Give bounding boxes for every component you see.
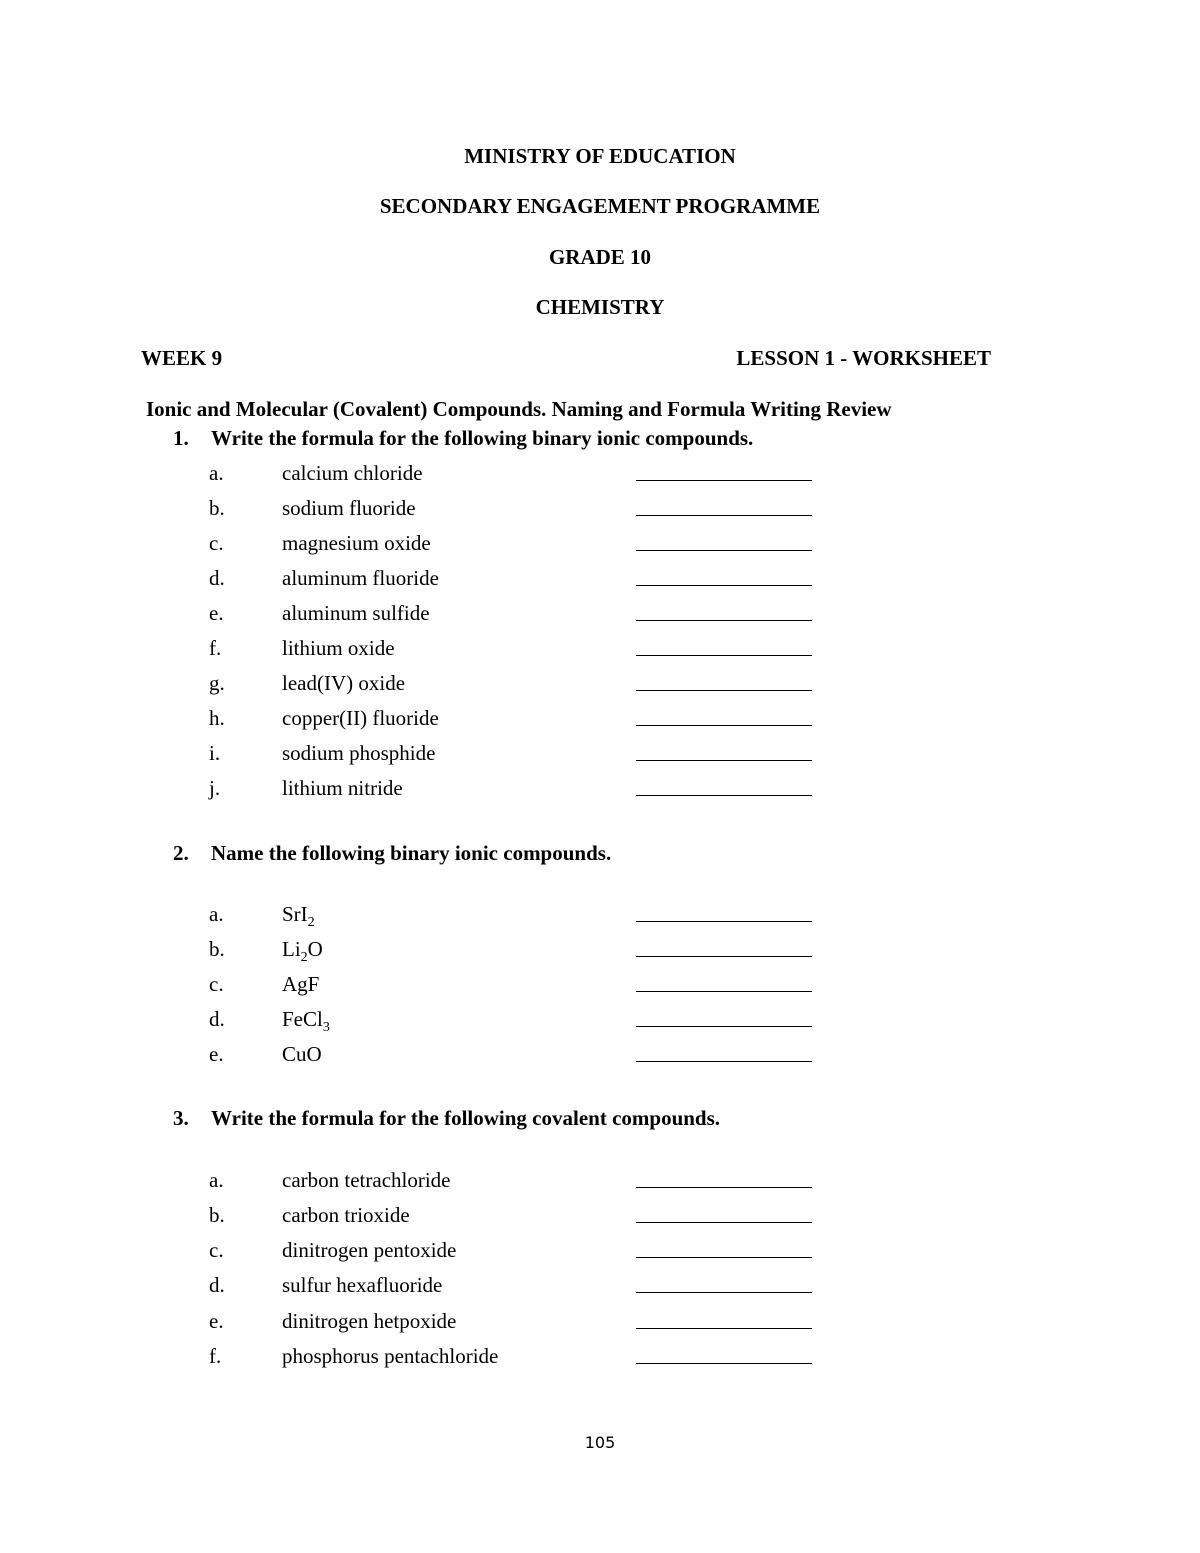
answer-blank[interactable] bbox=[636, 1187, 812, 1188]
item-letter: h. bbox=[209, 706, 225, 730]
list-item bbox=[0, 1273, 1200, 1303]
item-letter: c. bbox=[209, 531, 224, 555]
answer-blank[interactable] bbox=[636, 725, 812, 726]
item-letter: b. bbox=[209, 937, 225, 961]
answer-blank[interactable] bbox=[636, 1257, 812, 1258]
answer-blank[interactable] bbox=[636, 585, 812, 586]
answer-blank[interactable] bbox=[636, 1328, 812, 1329]
answer-blank[interactable] bbox=[636, 1026, 812, 1027]
list-item bbox=[0, 776, 1200, 806]
formula-subscript: 2 bbox=[300, 950, 308, 966]
question-prompt: Write the formula for the following binary ionic compounds. bbox=[211, 426, 754, 450]
item-letter: c. bbox=[209, 1238, 224, 1262]
list-item bbox=[0, 1007, 1200, 1037]
question-prompt: Write the formula for the following covalent compounds. bbox=[211, 1106, 721, 1130]
list-item bbox=[0, 706, 1200, 736]
item-letter: b. bbox=[209, 1203, 225, 1227]
item-letter: e. bbox=[209, 601, 224, 625]
formula-base: AgF bbox=[282, 972, 320, 996]
item-letter: a. bbox=[209, 902, 224, 926]
item-text: phosphorus pentachloride bbox=[282, 1344, 499, 1368]
lesson-label: LESSON 1 - WORKSHEET bbox=[736, 346, 991, 370]
item-text: calcium chloride bbox=[282, 461, 423, 485]
answer-blank[interactable] bbox=[636, 480, 812, 481]
section-title: Ionic and Molecular (Covalent) Compounds. Naming and Formula Writing Review bbox=[146, 397, 892, 421]
answer-blank[interactable] bbox=[636, 760, 812, 761]
answer-blank[interactable] bbox=[636, 956, 812, 957]
answer-blank[interactable] bbox=[636, 1061, 812, 1062]
item-letter: d. bbox=[209, 1273, 225, 1297]
item-text: aluminum fluoride bbox=[282, 566, 439, 590]
list-item bbox=[0, 1168, 1200, 1198]
list-item bbox=[0, 566, 1200, 596]
list-item bbox=[0, 1042, 1200, 1072]
item-text: copper(II) fluoride bbox=[282, 706, 439, 730]
list-item bbox=[0, 1344, 1200, 1374]
list-item bbox=[0, 1203, 1200, 1233]
answer-blank[interactable] bbox=[636, 690, 812, 691]
programme-heading: SECONDARY ENGAGEMENT PROGRAMME bbox=[379, 194, 821, 218]
formula-base: CuO bbox=[282, 1042, 322, 1066]
week-label: WEEK 9 bbox=[141, 346, 223, 370]
item-letter: f. bbox=[209, 636, 222, 660]
item-letter: j. bbox=[209, 776, 221, 800]
list-item bbox=[0, 636, 1200, 666]
item-text: lithium nitride bbox=[282, 776, 403, 800]
item-letter: d. bbox=[209, 566, 225, 590]
question-prompt: Name the following binary ionic compounds. bbox=[211, 841, 612, 865]
item-formula bbox=[282, 972, 319, 1005]
list-item bbox=[0, 902, 1200, 932]
item-text: sulfur hexafluoride bbox=[282, 1273, 443, 1297]
page-number: 105 bbox=[584, 1433, 616, 1452]
item-text: dinitrogen hetpoxide bbox=[282, 1309, 457, 1333]
item-text: sodium phosphide bbox=[282, 741, 436, 765]
list-item bbox=[0, 461, 1200, 491]
answer-blank[interactable] bbox=[636, 1292, 812, 1293]
answer-blank[interactable] bbox=[636, 620, 812, 621]
item-formula bbox=[282, 1007, 330, 1040]
question-number: 2. bbox=[173, 841, 189, 865]
item-letter: a. bbox=[209, 461, 224, 485]
question-number: 3. bbox=[173, 1106, 189, 1130]
item-letter: a. bbox=[209, 1168, 224, 1192]
answer-blank[interactable] bbox=[636, 655, 812, 656]
list-item bbox=[0, 937, 1200, 967]
item-letter: f. bbox=[209, 1344, 222, 1368]
item-formula bbox=[282, 902, 315, 935]
answer-blank[interactable] bbox=[636, 921, 812, 922]
ministry-heading: MINISTRY OF EDUCATION bbox=[464, 144, 736, 168]
list-item bbox=[0, 1238, 1200, 1268]
formula-subscript: 2 bbox=[307, 915, 315, 931]
item-text: carbon tetrachloride bbox=[282, 1168, 451, 1192]
answer-blank[interactable] bbox=[636, 515, 812, 516]
item-text: aluminum sulfide bbox=[282, 601, 430, 625]
item-letter: d. bbox=[209, 1007, 225, 1031]
item-letter: e. bbox=[209, 1042, 224, 1066]
item-letter: c. bbox=[209, 972, 224, 996]
item-letter: b. bbox=[209, 496, 225, 520]
item-letter: g. bbox=[209, 671, 225, 695]
item-text: lithium oxide bbox=[282, 636, 395, 660]
formula-base: Li bbox=[282, 937, 301, 961]
list-item bbox=[0, 531, 1200, 561]
list-item bbox=[0, 972, 1200, 1002]
list-item bbox=[0, 671, 1200, 701]
list-item bbox=[0, 496, 1200, 526]
item-letter: i. bbox=[209, 741, 221, 765]
list-item bbox=[0, 1309, 1200, 1339]
formula-base: FeCl bbox=[282, 1007, 323, 1031]
item-formula bbox=[282, 937, 323, 970]
list-item bbox=[0, 601, 1200, 631]
formula-subscript: 3 bbox=[322, 1020, 330, 1036]
subject-heading: CHEMISTRY bbox=[535, 295, 665, 319]
answer-blank[interactable] bbox=[636, 795, 812, 796]
grade-heading: GRADE 10 bbox=[548, 245, 652, 269]
answer-blank[interactable] bbox=[636, 1222, 812, 1223]
question-number: 1. bbox=[173, 426, 189, 450]
week-lesson-row bbox=[141, 346, 991, 370]
item-letter: e. bbox=[209, 1309, 224, 1333]
item-text: lead(IV) oxide bbox=[282, 671, 406, 695]
formula-base: SrI bbox=[282, 902, 308, 926]
item-formula bbox=[282, 1042, 322, 1075]
formula-tail: O bbox=[307, 937, 323, 961]
answer-blank[interactable] bbox=[636, 1363, 812, 1364]
answer-blank[interactable] bbox=[636, 550, 812, 551]
list-item bbox=[0, 741, 1200, 771]
answer-blank[interactable] bbox=[636, 991, 812, 992]
item-text: dinitrogen pentoxide bbox=[282, 1238, 457, 1262]
item-text: carbon trioxide bbox=[282, 1203, 410, 1227]
item-text: sodium fluoride bbox=[282, 496, 416, 520]
item-text: magnesium oxide bbox=[282, 531, 431, 555]
